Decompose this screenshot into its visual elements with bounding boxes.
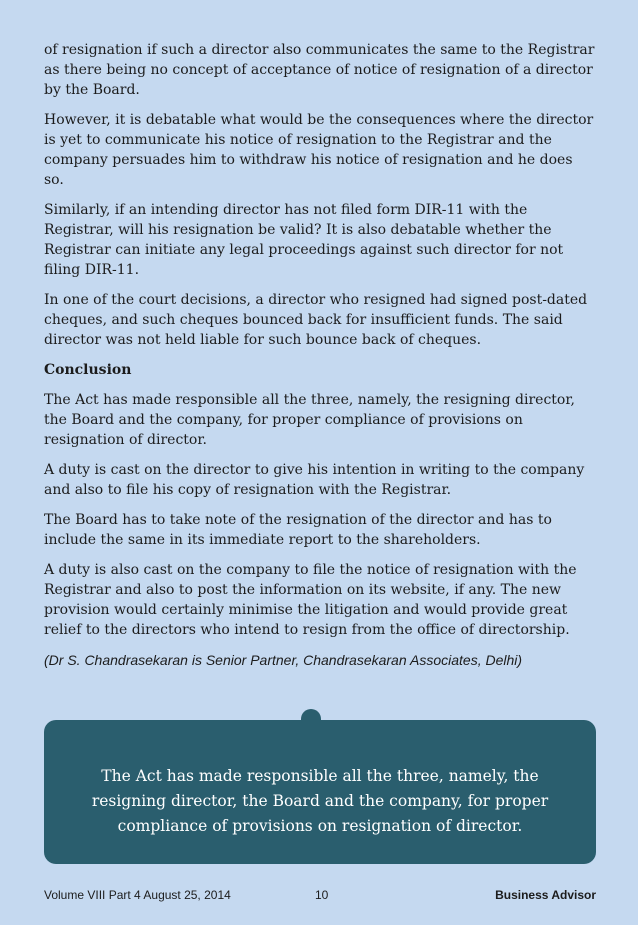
paragraph-act-responsibility: The Act has made responsible all the three, namely, the resigning director, the Board and the company, for proper compliance of provisions on resignation of director. — [44, 392, 575, 448]
footer-publication: Business Advisor — [495, 888, 596, 902]
paragraph-company-duty: A duty is also cast on the company to file the notice of resignation with the Registrar and also to post the information on its website, if any. The new provision would certainly minimise the litigation and would provide great relief to the directors who intend to resign from the office of directorship. — [44, 562, 577, 638]
footer-page-number: 10 — [315, 888, 329, 902]
paragraph-dir-11: Similarly, if an intending director has not filed form DIR-11 with the Registrar, will his resignation be valid? It is also debatable whether the Registrar can initiate any legal proceedings against such director for not filing DIR-11. — [44, 202, 564, 278]
author-byline: (Dr S. Chandrasekaran is Senior Partner, Chandrasekaran Associates, Delhi) — [44, 652, 523, 668]
paragraph-withdraw-notice: However, it is debatable what would be the consequences where the director is yet to communicate his notice of resignation to the Registrar and the company persuades him to withdraw his notice of resignation and he does so. — [44, 112, 594, 188]
paragraph-court-decision: In one of the court decisions, a director who resigned had signed post-dated cheques, and such cheques bounced back for insufficient funds. The said director was not held liable for such bounce back of cheques. — [44, 292, 588, 348]
pull-quote-box — [44, 720, 596, 864]
footer-volume: Volume VIII Part 4 August 25, 2014 — [44, 888, 231, 902]
conclusion-heading: Conclusion — [44, 362, 132, 378]
paragraph-board-duty: The Board has to take note of the resignation of the director and has to include the same in its immediate report to the shareholders. — [44, 512, 552, 548]
paragraph-director-duty: A duty is cast on the director to give his intention in writing to the company and also to file his copy of resignation with the Registrar. — [44, 462, 585, 498]
article-body — [44, 40, 596, 680]
pull-quote-text: The Act has made responsible all the three, namely, the resigning director, the Board and the company, for proper compliance of provisions on resignation of director. — [91, 767, 549, 835]
paragraph-resignation-communication: of resignation if such a director also communicates the same to the Registrar as there being no concept of acceptance of notice of resignation of a director by the Board. — [44, 42, 595, 98]
